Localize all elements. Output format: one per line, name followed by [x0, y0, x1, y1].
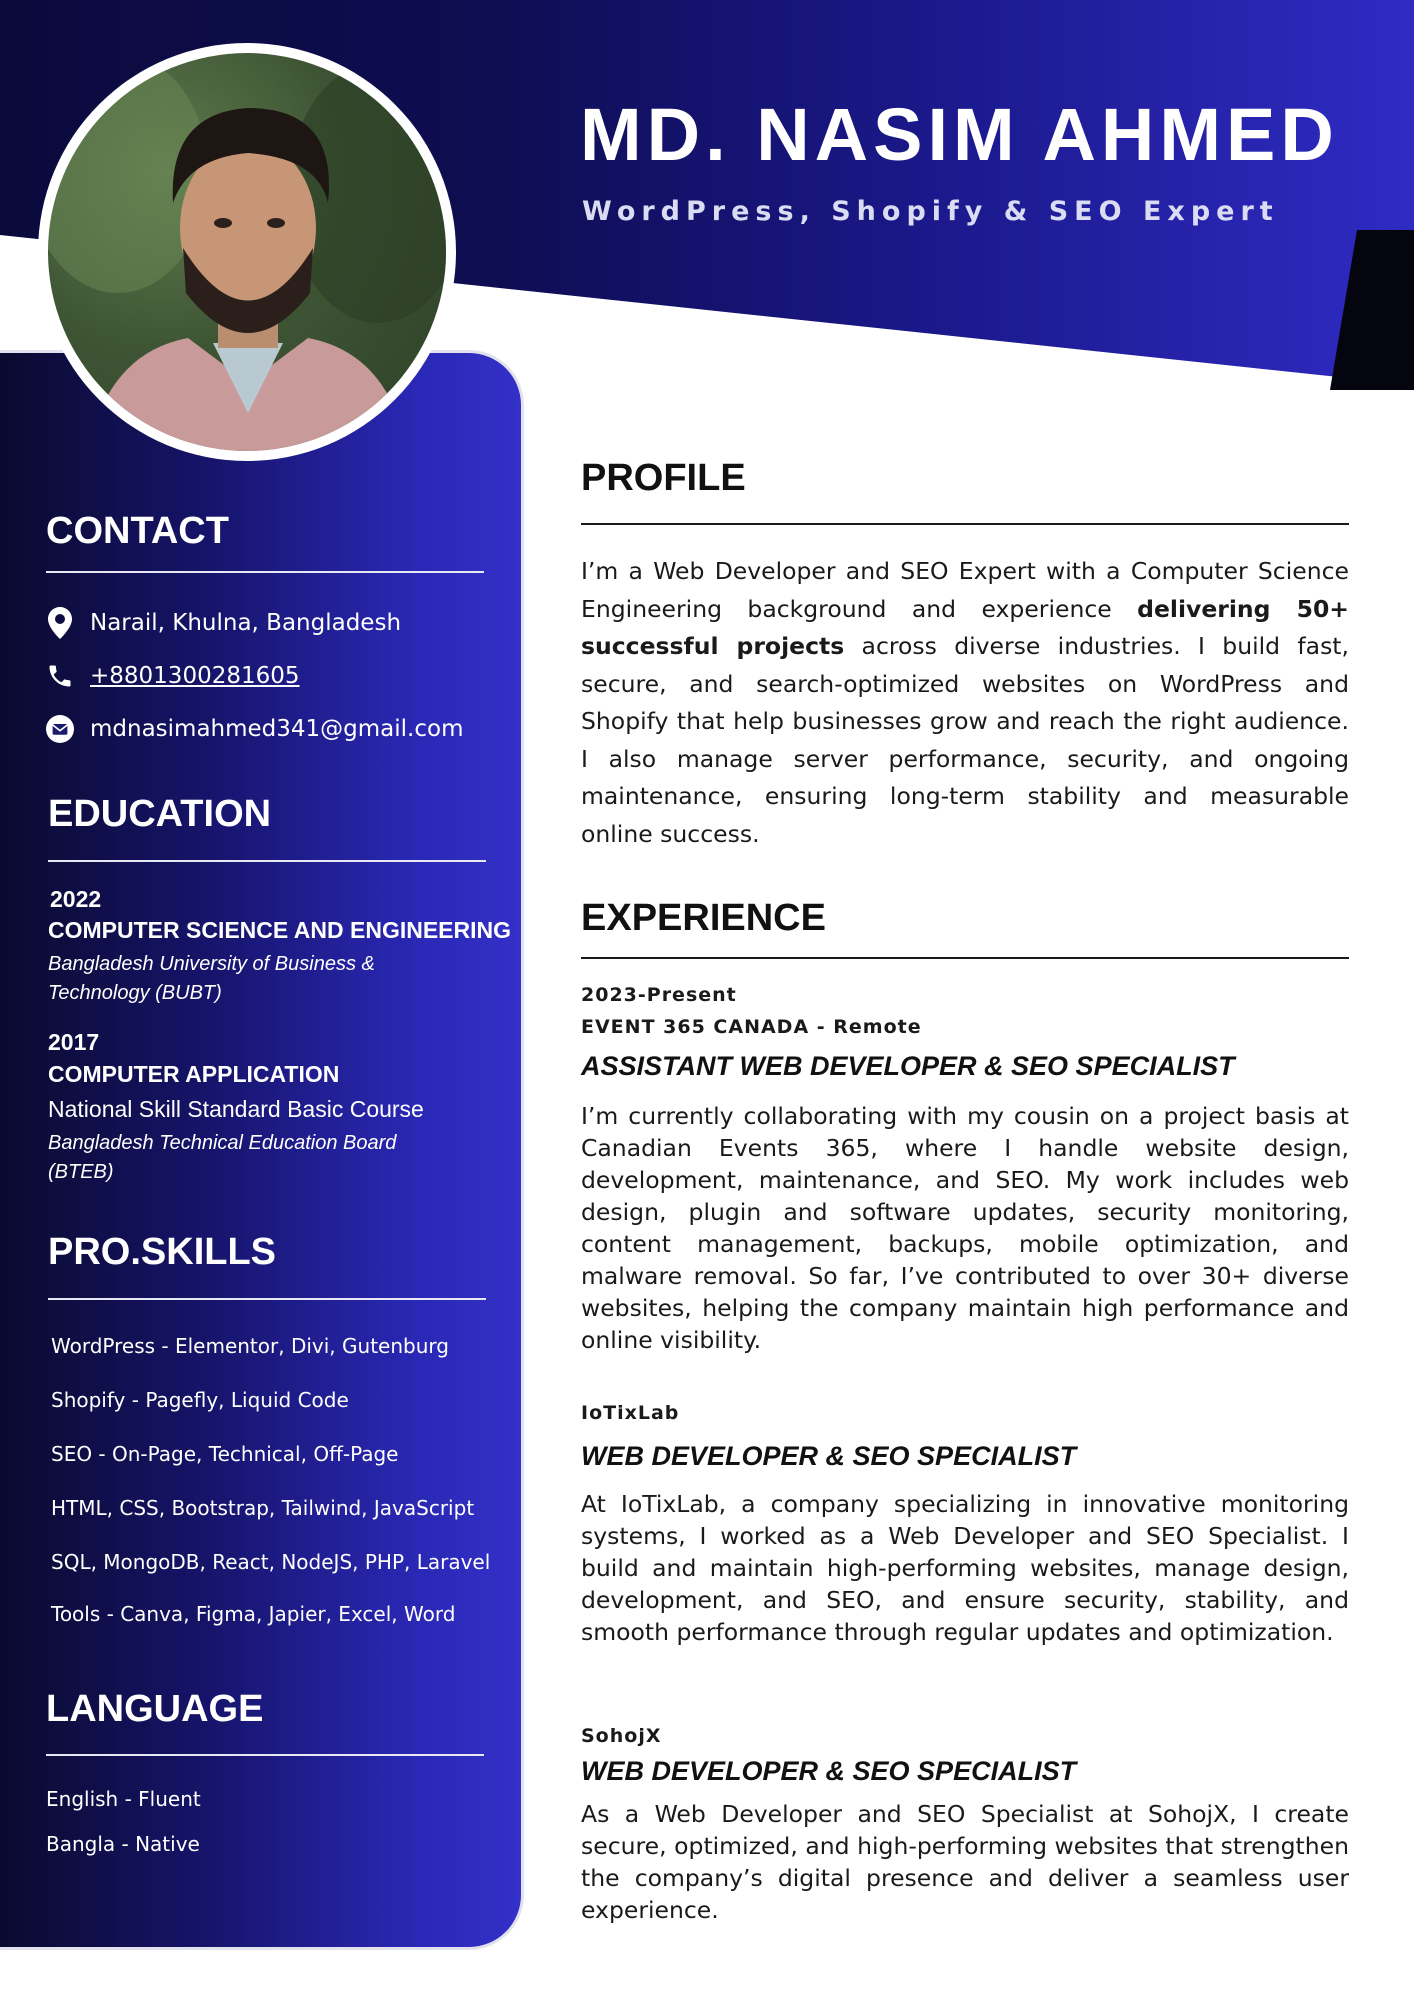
contact-divider — [46, 571, 484, 573]
contact-email[interactable] — [46, 715, 464, 743]
education-divider — [48, 860, 486, 862]
contact-phone[interactable] — [46, 662, 300, 690]
experience-heading: EXPERIENCE — [581, 897, 826, 939]
avatar-portrait — [48, 53, 446, 451]
contact-heading: CONTACT — [46, 510, 229, 552]
skills-heading: PRO.SKILLS — [48, 1231, 277, 1273]
skills-divider — [48, 1298, 486, 1300]
education-course: National Skill Standard Basic Course — [48, 1096, 424, 1122]
email-icon — [46, 715, 74, 743]
profile-text: I’m a Web Developer and SEO Expert with a Computer Science Engineering background and experience — [581, 557, 1349, 623]
location-pin-icon — [46, 609, 74, 637]
skill-item: HTML, CSS, Bootstrap, Tailwind, JavaScript — [51, 1496, 475, 1520]
skill-item: Tools - Canva, Figma, Japier, Excel, Word — [51, 1602, 456, 1626]
skill-item: SEO - On-Page, Technical, Off-Page — [51, 1442, 399, 1466]
experience-role: WEB DEVELOPER & SEO SPECIALIST — [581, 1441, 1077, 1471]
experience-description: As a Web Developer and SEO Specialist at SohojX, I create secure, optimized, and high-performing websites that strengthen the company’s digital presence and deliver a seamless user experience. — [581, 1800, 1349, 1924]
profile-summary — [581, 553, 1349, 853]
language-heading: LANGUAGE — [46, 1688, 264, 1730]
skill-item: Shopify - Pagefly, Liquid Code — [51, 1388, 349, 1412]
experience-divider — [581, 957, 1349, 959]
language-item: English - Fluent — [46, 1787, 201, 1811]
experience-company: IoTixLab — [581, 1402, 680, 1424]
profile-divider — [581, 523, 1349, 525]
profile-heading: PROFILE — [581, 457, 746, 499]
language-divider — [46, 1754, 484, 1756]
education-heading: EDUCATION — [48, 793, 272, 835]
education-institution: Bangladesh Technical Education Board (BTEB) — [48, 1132, 397, 1183]
education-year: 2017 — [48, 1029, 100, 1055]
language-item: Bangla - Native — [46, 1832, 200, 1856]
phone-icon — [46, 662, 74, 690]
contact-location — [46, 609, 401, 637]
education-degree: COMPUTER SCIENCE AND ENGINEERING — [48, 917, 512, 943]
contact-email-text[interactable]: mdnasimahmed341@gmail.com — [90, 716, 464, 742]
education-year: 2022 — [50, 886, 102, 912]
contact-location-text: Narail, Khulna, Bangladesh — [90, 610, 402, 636]
experience-role: ASSISTANT WEB DEVELOPER & SEO SPECIALIST — [581, 1051, 1235, 1081]
experience-role: WEB DEVELOPER & SEO SPECIALIST — [581, 1756, 1077, 1786]
experience-company: SohojX — [581, 1725, 662, 1747]
candidate-name: MD. NASIM AHMED — [580, 93, 1339, 176]
contact-phone-link[interactable]: +8801300281605 — [90, 663, 300, 689]
education-institution: Bangladesh University of Business & Technology (BUBT) — [48, 953, 375, 1004]
skill-item: SQL, MongoDB, React, NodeJS, PHP, Laravel — [51, 1550, 491, 1574]
profile-text: across diverse industries. I build fast, secure, and search-optimized websites on WordPress and Shopify that help businesses grow and reach the right audience. I also manage server performance, security, and ongoing maintenance, ensuring long-term stability and measurable online success. — [581, 632, 1349, 848]
profile-highlight: delivering 50+ successful projects — [581, 594, 1349, 660]
education-degree: COMPUTER APPLICATION — [48, 1061, 340, 1087]
experience-description: I’m currently collaborating with my cousin on a project basis at Canadian Events 365, where I handle website design, development, maintenance, and SEO. My work includes web design, plugin and software updates, security monitoring, content management, backups, mobile optimization, and malware removal. So far, I’ve contributed to over 30+ diverse websites, helping the company maintain high performance and online visibility. — [581, 1102, 1349, 1354]
experience-period: 2023-Present — [581, 984, 737, 1006]
experience-description: At IoTixLab, a company specializing in innovative monitoring systems, I worked as a Web Developer and SEO Specialist. I build and maintain high-performing websites, manage design, development, and SEO, and ensure security, stability, and smooth performance through regular updates and optimization. — [581, 1490, 1349, 1646]
experience-company: EVENT 365 CANADA - Remote — [581, 1016, 922, 1038]
avatar — [48, 53, 446, 451]
candidate-title: WordPress, Shopify & SEO Expert — [582, 196, 1279, 227]
skill-item: WordPress - Elementor, Divi, Gutenburg — [51, 1334, 449, 1358]
